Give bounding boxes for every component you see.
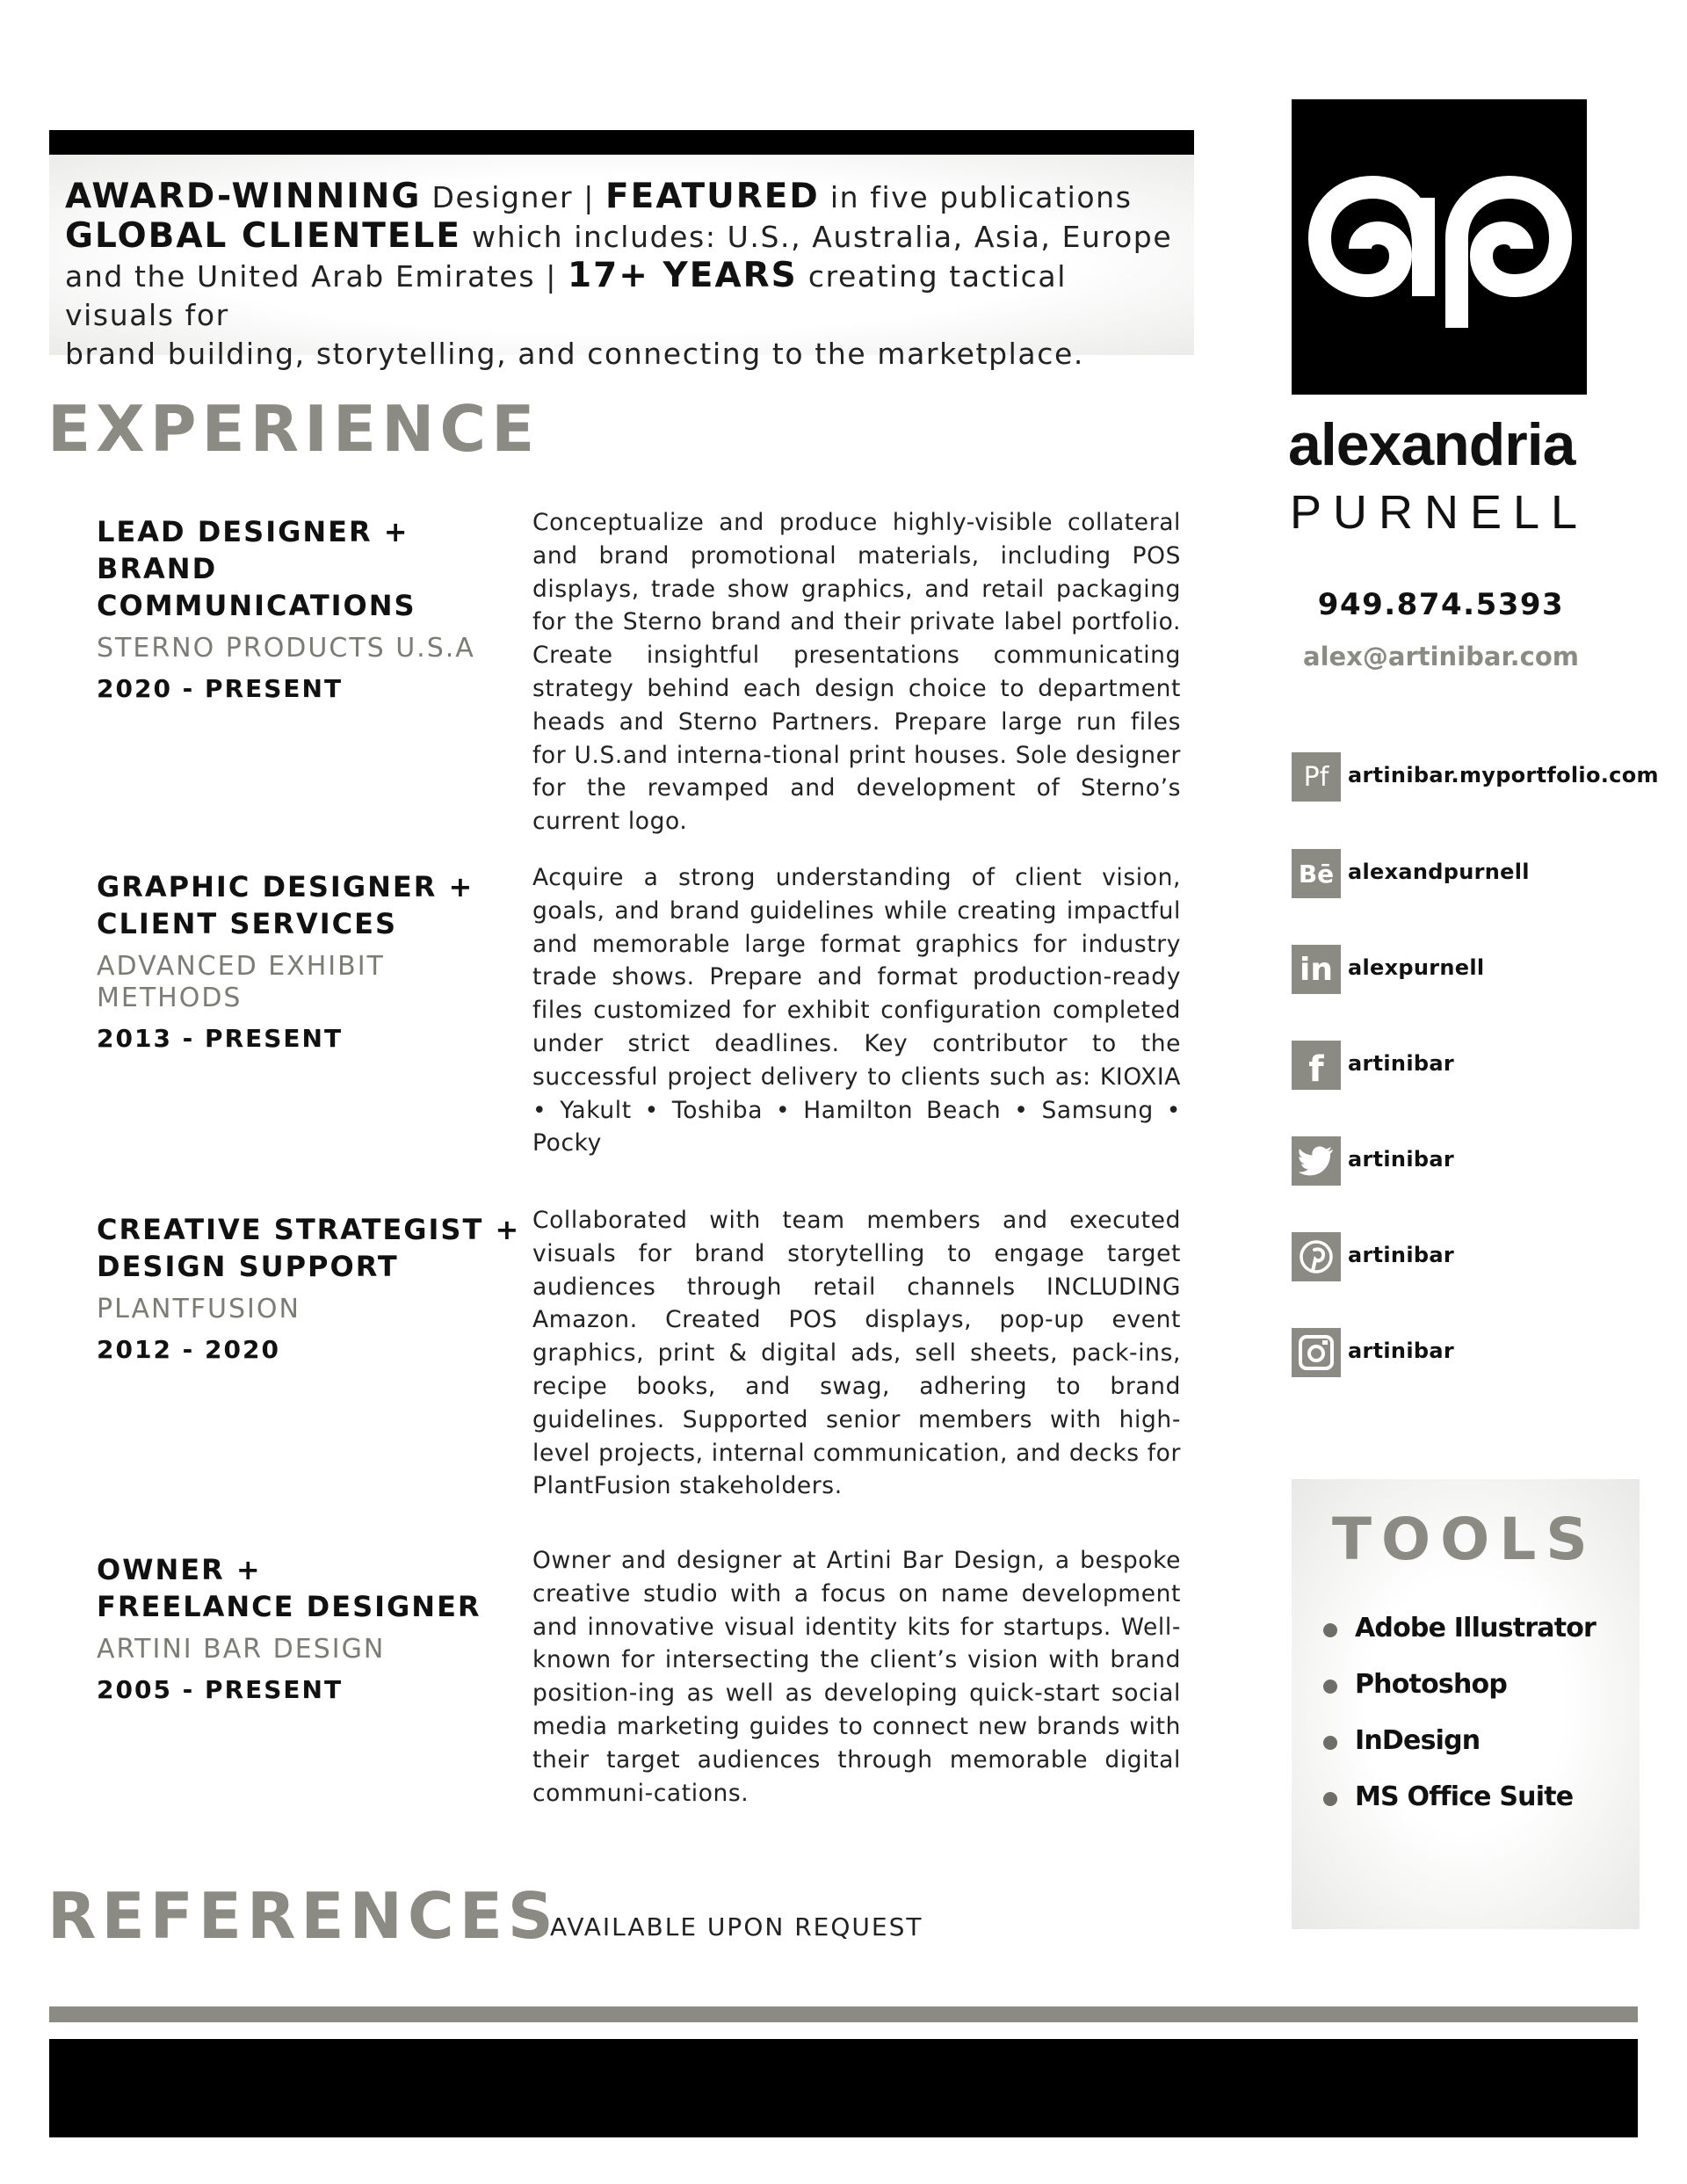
- job-description: Owner and designer at Artini Bar Design, a bespoke creative studio with a focus on name development and innovative visual identity kits for startups. Well-known for intersecting the client’s vision with brand position-ing as well as developing quick-start social media marketing guides to connect new brands with their target audiences through memorable digital communi-cations.: [532, 1547, 1181, 1807]
- job-meta: [97, 1211, 536, 1366]
- job-description: Collaborated with team members and executed visuals for brand storytelling to engage target audiences through retail channels INCLUDING Amazon. Created POS displays, pop-up event graphics, print & digital ads, sell sheets, pack-ins, recipe books, and swag, adhering to brand guidelines. Supported senior members with high-level projects, internal communication, and decks for PlantFusion stakeholders.: [532, 1207, 1181, 1500]
- tool-item: [1323, 1725, 1596, 1781]
- job-title-line: DESIGN SUPPORT: [97, 1250, 399, 1283]
- last-name: PURNELL: [1290, 486, 1589, 539]
- twitter-icon: [1292, 1136, 1341, 1186]
- phone-number: 949.874.5393: [1317, 587, 1565, 622]
- email-address[interactable]: alex@artinibar.com: [1303, 642, 1579, 671]
- facebook-icon-glyph: f: [1308, 1049, 1324, 1090]
- social-behance[interactable]: [1292, 849, 1687, 898]
- social-twitter[interactable]: [1292, 1136, 1687, 1186]
- intro-highlight: GLOBAL CLIENTELE: [65, 216, 461, 256]
- job-title-line: BRAND COMMUNICATIONS: [97, 552, 416, 622]
- tool-label: Adobe Illustrator: [1355, 1613, 1596, 1643]
- first-name: alexandria: [1288, 411, 1575, 478]
- job-dates: 2005 - PRESENT: [97, 1675, 344, 1704]
- bullet-icon: [1323, 1792, 1337, 1806]
- job-company: STERNO PRODUCTS U.S.A: [97, 633, 475, 664]
- social-portfolio[interactable]: [1292, 752, 1687, 802]
- intro-text: Designer |: [421, 180, 606, 214]
- social-label: artinibar: [1348, 1243, 1454, 1267]
- pinterest-icon: [1292, 1232, 1341, 1281]
- social-facebook[interactable]: [1292, 1041, 1687, 1090]
- tool-item: [1323, 1613, 1596, 1669]
- linkedin-icon-glyph: in: [1300, 951, 1333, 988]
- tool-item: [1323, 1669, 1596, 1725]
- references-heading: REFERENCES: [47, 1879, 559, 1953]
- linkedin-icon: [1292, 945, 1341, 994]
- intro-summary-box: [49, 155, 1194, 371]
- social-label: alexandpurnell: [1348, 860, 1530, 884]
- job-description: Acquire a strong understanding of client vision, goals, and brand guidelines while creating impactful and memorable large format graphics for industry trade shows. Prepare and format production-ready files customized for exhibit configuration completed under strict deadlines. Key contributor to the successful project delivery to clients such as: KIOXIA • Yakult • Toshiba • Hamilton Beach • Samsung • Pocky: [532, 864, 1181, 1157]
- social-linkedin[interactable]: [1292, 945, 1687, 994]
- references-note: AVAILABLE UPON REQUEST: [550, 1912, 923, 1941]
- social-label: artinibar: [1348, 1339, 1454, 1363]
- job-description: Conceptualize and produce highly-visible collateral and brand promotional materials, including POS displays, trade show graphics, and retail packaging for the Sterno brand and their private label portfolio. Create insightful presentations communicating strategy behind each design choice to department heads and Sterno Partners. Prepare large run files for U.S.and interna-tional print houses. Sole designer for the revamped and development of Sterno’s current logo.: [532, 509, 1181, 836]
- intro-highlight: 17+ YEARS: [568, 256, 798, 295]
- intro-highlight: FEATURED: [605, 177, 820, 216]
- tool-label: MS Office Suite: [1355, 1781, 1574, 1812]
- job-title-line: CLIENT SERVICES: [97, 907, 397, 940]
- footer-gray-rule: [49, 2006, 1638, 2022]
- job-meta: [97, 1551, 536, 1706]
- intro-text: in five publications: [819, 180, 1133, 214]
- ap-monogram-logo: [1292, 99, 1587, 395]
- job-dates: 2020 - PRESENT: [97, 674, 344, 703]
- intro-text: and the United Arab Emirates |: [65, 259, 568, 294]
- tool-item: [1323, 1781, 1596, 1838]
- job-title: [97, 868, 536, 942]
- job-title-line: FREELANCE DESIGNER: [97, 1590, 481, 1623]
- bullet-icon: [1323, 1623, 1337, 1637]
- social-label: artinibar: [1348, 1051, 1454, 1076]
- instagram-icon: [1292, 1328, 1341, 1377]
- job-title-line: OWNER +: [97, 1553, 262, 1586]
- job-title: [97, 513, 536, 624]
- intro-text: creating tactical visuals for: [65, 259, 1067, 332]
- intro-summary: [65, 178, 1181, 374]
- ap-monogram-icon: [1292, 99, 1587, 395]
- job-company: PLANTFUSION: [97, 1294, 300, 1324]
- behance-icon-glyph: Bē: [1298, 859, 1335, 889]
- social-label: artinibar.myportfolio.com: [1348, 763, 1659, 787]
- social-label: alexpurnell: [1348, 955, 1485, 980]
- job-title-line: GRAPHIC DESIGNER +: [97, 870, 474, 903]
- experience-heading: EXPERIENCE: [47, 392, 540, 466]
- facebook-icon: [1292, 1041, 1341, 1090]
- job-title: [97, 1211, 536, 1285]
- job-meta: [97, 513, 536, 705]
- intro-highlight: AWARD-WINNING: [65, 177, 422, 216]
- footer-black-bar: [49, 2039, 1638, 2137]
- job-title: [97, 1551, 536, 1625]
- intro-text: which includes: U.S., Australia, Asia, Europe: [460, 220, 1173, 254]
- tools-panel: [1292, 1479, 1640, 1929]
- job-dates: 2012 - 2020: [97, 1335, 280, 1364]
- tools-list: [1323, 1613, 1596, 1838]
- bullet-icon: [1323, 1736, 1337, 1750]
- intro-text: brand building, storytelling, and connecting to the marketplace.: [65, 337, 1084, 371]
- tool-label: Photoshop: [1355, 1669, 1508, 1700]
- job-dates: 2013 - PRESENT: [97, 1024, 344, 1053]
- job-company: ADVANCED EXHIBIT METHODS: [97, 951, 385, 1013]
- behance-icon: [1292, 849, 1341, 898]
- social-instagram[interactable]: [1292, 1328, 1687, 1377]
- top-black-bar: [49, 130, 1194, 155]
- job-title-line: CREATIVE STRATEGIST +: [97, 1213, 521, 1246]
- portfolio-icon-glyph: Pf: [1303, 761, 1329, 793]
- job-meta: [97, 868, 536, 1055]
- job-company: ARTINI BAR DESIGN: [97, 1634, 386, 1665]
- social-pinterest[interactable]: [1292, 1232, 1687, 1281]
- tools-heading: TOOLS: [1332, 1506, 1597, 1573]
- portfolio-icon: [1292, 752, 1341, 802]
- tool-label: InDesign: [1355, 1725, 1481, 1756]
- job-title-line: LEAD DESIGNER +: [97, 515, 409, 548]
- social-label: artinibar: [1348, 1147, 1454, 1172]
- bullet-icon: [1323, 1680, 1337, 1694]
